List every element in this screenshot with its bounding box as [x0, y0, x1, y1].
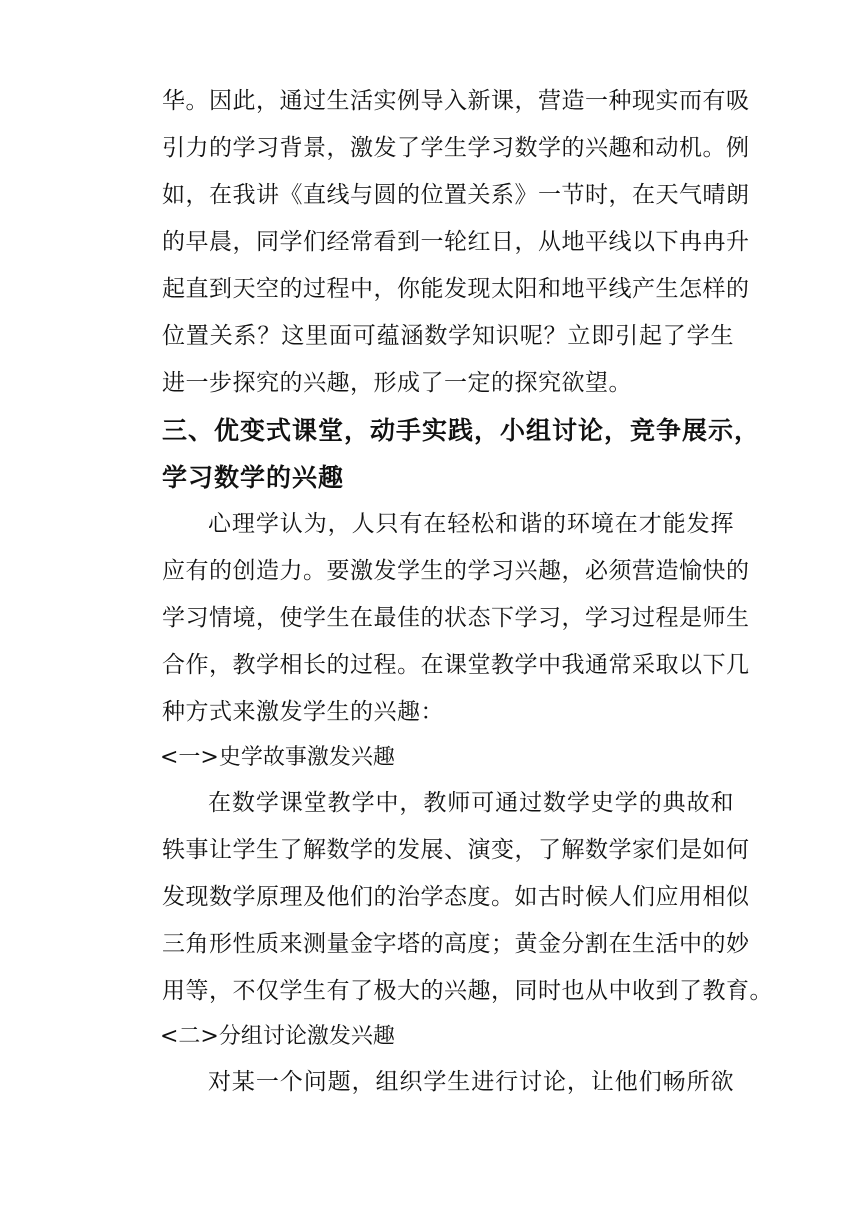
- paragraph-psychology: [162, 501, 750, 736]
- text-line: 如，在我讲《直线与圆的位置关系》一节时，在天气晴朗: [162, 182, 750, 208]
- text-line: 种方式来激发学生的兴趣：: [162, 699, 444, 725]
- text-line: 华。因此，通过生活实例导入新课，营造一种现实而有吸: [162, 88, 750, 114]
- text-line: 在数学课堂教学中，教师可通过数学史学的典故和: [208, 790, 734, 816]
- text-line: 轶事让学生了解数学的发展、演变，了解数学家们是如何: [162, 837, 750, 863]
- subheading-history-stories: <一>史学故事激发兴趣: [160, 745, 395, 770]
- text-line: 的早晨，同学们经常看到一轮红日，从地平线以下冉冉升: [162, 229, 750, 255]
- text-line: 对某一个问题，组织学生进行讨论，让他们畅所欲: [208, 1069, 734, 1095]
- paragraph-discussion: [162, 1059, 734, 1106]
- text-line: 合作，教学相长的过程。在课堂教学中我通常采取以下几: [162, 652, 750, 678]
- text-line: 三角形性质来测量金字塔的高度；黄金分割在生活中的妙: [162, 931, 750, 957]
- text-line: 心理学认为，人只有在轻松和谐的环境在才能发挥: [208, 511, 734, 537]
- subheading-group-discussion: <二>分组讨论激发兴趣: [160, 1024, 395, 1049]
- section-heading-3: [162, 407, 761, 501]
- text-line: 引力的学习背景，激发了学生学习数学的兴趣和动机。例: [162, 135, 750, 161]
- heading-line: 学习数学的兴趣: [162, 463, 345, 492]
- heading-line: 三、优变式课堂，动手实践，小组讨论，竞争展示，: [162, 416, 761, 445]
- text-line: 起直到天空的过程中，你能发现太阳和地平线产生怎样的: [162, 276, 750, 302]
- text-line: 用等，不仅学生有了极大的兴趣，同时也从中收到了教育。: [162, 978, 773, 1004]
- text-line: 发现数学原理及他们的治学态度。如古时候人们应用相似: [162, 884, 750, 910]
- text-line: 应有的创造力。要激发学生的学习兴趣，必须营造愉快的: [162, 558, 750, 584]
- document-body: [160, 78, 773, 1106]
- text-line: 学习情境，使学生在最佳的状态下学习，学习过程是师生: [162, 605, 750, 631]
- text-line: 进一步探究的兴趣，形成了一定的探究欲望。: [162, 370, 632, 396]
- paragraph-history: [162, 780, 773, 1015]
- text-line: 位置关系？这里面可蕴涵数学知识呢？立即引起了学生: [162, 323, 734, 349]
- paragraph-intro-continued: [162, 78, 750, 407]
